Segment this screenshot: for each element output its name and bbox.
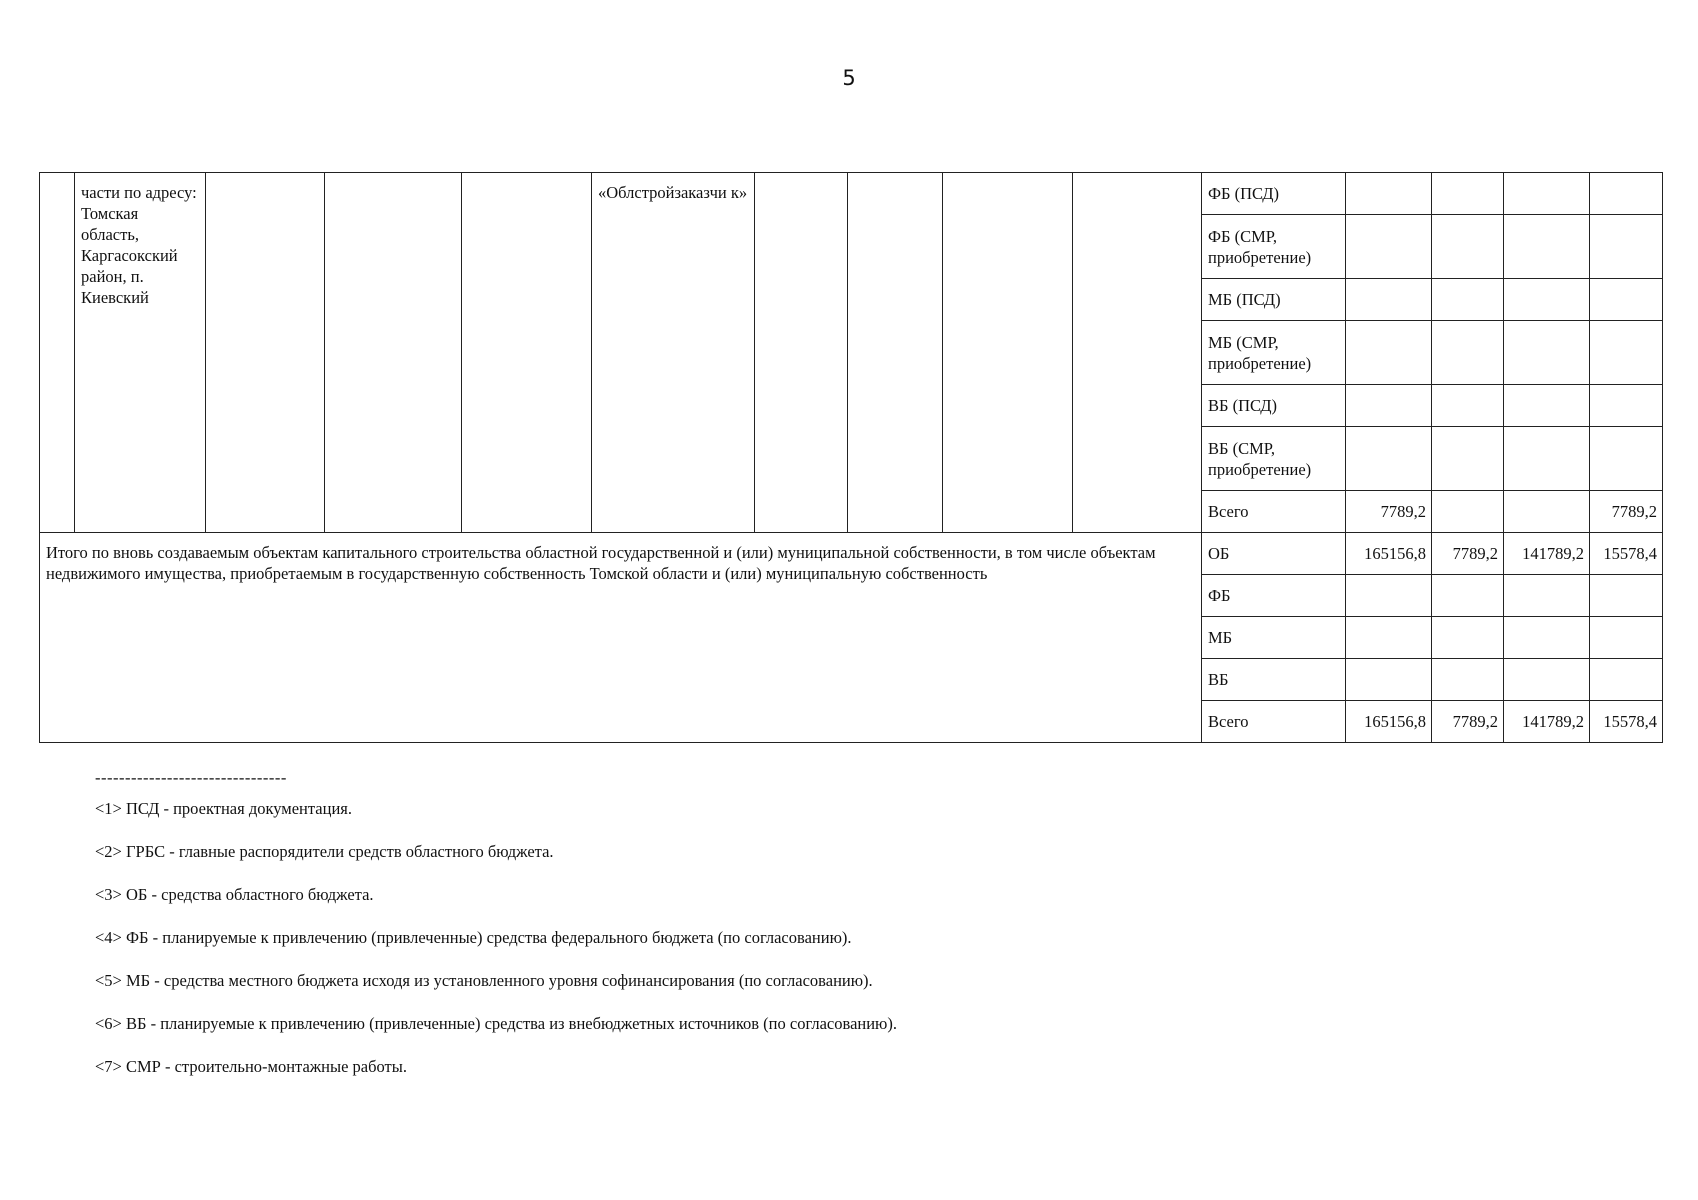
total-cell bbox=[1346, 575, 1432, 617]
year1-cell bbox=[1432, 659, 1504, 701]
empty-cell bbox=[755, 173, 848, 533]
year3-cell bbox=[1590, 279, 1663, 321]
table-row bbox=[40, 173, 1663, 215]
footnote-1: <1> ПСД - проектная документация. bbox=[95, 799, 352, 818]
total-cell bbox=[1346, 659, 1432, 701]
year2-cell bbox=[1504, 385, 1590, 427]
footnote-7: <7> СМР - строительно-монтажные работы. bbox=[95, 1057, 407, 1076]
year2-cell bbox=[1504, 215, 1590, 279]
year2-cell bbox=[1504, 279, 1590, 321]
total-cell bbox=[1346, 279, 1432, 321]
year2-cell: 141789,2 bbox=[1504, 701, 1590, 743]
year1-cell: 7789,2 bbox=[1432, 533, 1504, 575]
year1-cell: 7789,2 bbox=[1432, 701, 1504, 743]
year3-cell: 15578,4 bbox=[1590, 533, 1663, 575]
footnote-5: <5> МБ - средства местного бюджета исходя из установленного уровня софинансирования (по согласованию). bbox=[95, 971, 873, 990]
empty-cell bbox=[206, 173, 325, 533]
empty-cell bbox=[1073, 173, 1202, 533]
year1-cell bbox=[1432, 617, 1504, 659]
funding-source-cell: Всего bbox=[1202, 701, 1346, 743]
year3-cell: 15578,4 bbox=[1590, 701, 1663, 743]
year1-cell bbox=[1432, 385, 1504, 427]
total-cell: 7789,2 bbox=[1346, 491, 1432, 533]
funding-source-cell: ОБ bbox=[1202, 533, 1346, 575]
footnote-2: <2> ГРБС - главные распорядители средств областного бюджета. bbox=[95, 842, 554, 861]
year2-cell bbox=[1504, 491, 1590, 533]
total-cell bbox=[1346, 385, 1432, 427]
row-number-cell bbox=[40, 173, 75, 533]
year3-cell: 7789,2 bbox=[1590, 491, 1663, 533]
empty-cell bbox=[462, 173, 592, 533]
funding-source-cell: ФБ (ПСД) bbox=[1202, 173, 1346, 215]
customer-cell: «Облстройзаказчи к» bbox=[592, 173, 755, 533]
footnote-separator: -------------------------------- bbox=[95, 768, 287, 787]
year1-cell bbox=[1432, 173, 1504, 215]
year2-cell: 141789,2 bbox=[1504, 533, 1590, 575]
year1-cell bbox=[1432, 321, 1504, 385]
summary-label-cell: Итого по вновь создаваемым объектам капитального строительства областной государственной и (или) муниципальной собственности, в том числе объектам недвижимого имущества, приобретаемым в государственную собственность Томской области и (или) муниципальную собственность bbox=[40, 533, 1202, 743]
year2-cell bbox=[1504, 173, 1590, 215]
table-row bbox=[40, 533, 1663, 575]
total-cell bbox=[1346, 427, 1432, 491]
funding-source-cell: Всего bbox=[1202, 491, 1346, 533]
year2-cell bbox=[1504, 321, 1590, 385]
funding-source-cell: МБ (СМР, приобретение) bbox=[1202, 321, 1346, 385]
funding-source-cell: МБ bbox=[1202, 617, 1346, 659]
year3-cell bbox=[1590, 617, 1663, 659]
total-cell bbox=[1346, 173, 1432, 215]
year1-cell bbox=[1432, 575, 1504, 617]
page-number: 5 bbox=[842, 66, 856, 90]
footnote-6: <6> ВБ - планируемые к привлечению (привлеченные) средства из внебюджетных источников (по согласованию). bbox=[95, 1014, 898, 1033]
year3-cell bbox=[1590, 321, 1663, 385]
year3-cell bbox=[1590, 659, 1663, 701]
year2-cell bbox=[1504, 427, 1590, 491]
year1-cell bbox=[1432, 215, 1504, 279]
year2-cell bbox=[1504, 575, 1590, 617]
total-cell: 165156,8 bbox=[1346, 533, 1432, 575]
funding-source-cell: ФБ bbox=[1202, 575, 1346, 617]
funding-source-cell: МБ (ПСД) bbox=[1202, 279, 1346, 321]
total-cell bbox=[1346, 617, 1432, 659]
funding-source-cell: ВБ (ПСД) bbox=[1202, 385, 1346, 427]
year1-cell bbox=[1432, 279, 1504, 321]
object-name-cell: части по адресу: Томская область, Каргасокский район, п. Киевский bbox=[75, 173, 206, 533]
empty-cell bbox=[943, 173, 1073, 533]
year3-cell bbox=[1590, 385, 1663, 427]
year1-cell bbox=[1432, 427, 1504, 491]
total-cell bbox=[1346, 215, 1432, 279]
budget-table bbox=[39, 172, 1663, 743]
year1-cell bbox=[1432, 491, 1504, 533]
footnote-4: <4> ФБ - планируемые к привлечению (привлеченные) средства федерального бюджета (по согласованию). bbox=[95, 928, 852, 947]
total-cell: 165156,8 bbox=[1346, 701, 1432, 743]
funding-source-cell: ВБ (СМР, приобретение) bbox=[1202, 427, 1346, 491]
year3-cell bbox=[1590, 215, 1663, 279]
total-cell bbox=[1346, 321, 1432, 385]
year2-cell bbox=[1504, 659, 1590, 701]
year2-cell bbox=[1504, 617, 1590, 659]
funding-source-cell: ВБ bbox=[1202, 659, 1346, 701]
year3-cell bbox=[1590, 575, 1663, 617]
empty-cell bbox=[848, 173, 943, 533]
year3-cell bbox=[1590, 173, 1663, 215]
year3-cell bbox=[1590, 427, 1663, 491]
footnotes bbox=[95, 768, 897, 1101]
footnote-3: <3> ОБ - средства областного бюджета. bbox=[95, 885, 374, 904]
funding-source-cell: ФБ (СМР, приобретение) bbox=[1202, 215, 1346, 279]
empty-cell bbox=[325, 173, 462, 533]
